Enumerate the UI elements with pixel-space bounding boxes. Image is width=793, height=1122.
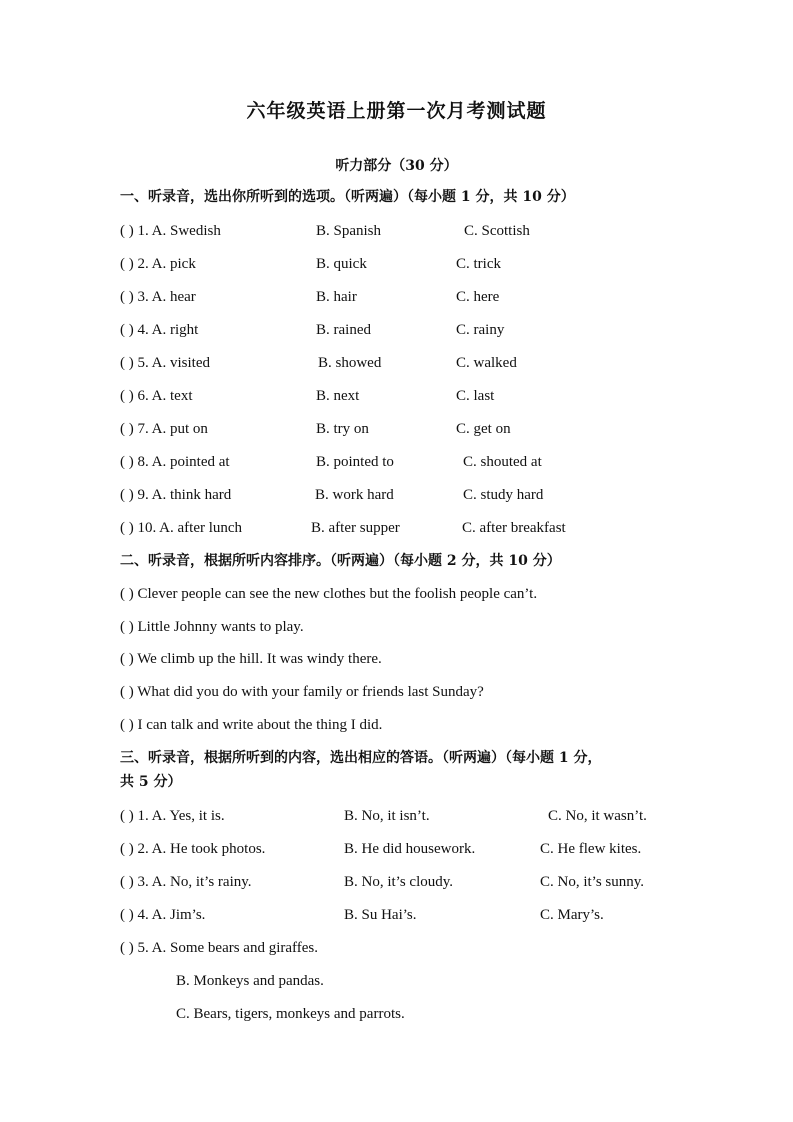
question-lead: ( ) 2. A. He took photos. <box>120 841 266 857</box>
section3-heading-cont: 共 5 分） <box>120 774 182 790</box>
question-lead: ( ) 8. A. pointed at <box>120 454 230 470</box>
option-c: C. No, it wasn’t. <box>548 808 647 824</box>
option-b: B. next <box>316 388 360 404</box>
option-b: B. quick <box>316 256 367 272</box>
option-c: C. Scottish <box>464 223 530 239</box>
option-b: B. Su Hai’s. <box>344 907 417 923</box>
option-c: C. Bears, tigers, monkeys and parrots. <box>176 1006 405 1022</box>
option-b: B. showed <box>318 355 382 371</box>
option-b: B. pointed to <box>316 454 394 470</box>
ordering-item: ( ) What did you do with your family or friends last Sunday? <box>120 684 484 700</box>
section1-heading: 一、听录音，选出你所听到的选项。（听两遍）（每小题 1 分，共 10 分） <box>120 189 575 205</box>
option-c: C. rainy <box>456 322 505 338</box>
question-lead: ( ) 9. A. think hard <box>120 487 232 503</box>
question-lead: ( ) 6. A. text <box>120 388 193 404</box>
question-lead: ( ) 4. A. right <box>120 322 199 338</box>
question-lead: ( ) 5. A. Some bears and giraffes. <box>120 940 319 956</box>
ordering-item: ( ) Clever people can see the new clothes but the foolish people can’t. <box>120 586 538 602</box>
question-lead: ( ) 3. A. hear <box>120 289 196 305</box>
option-b: B. hair <box>316 289 357 305</box>
ordering-item: ( ) We climb up the hill. It was windy there. <box>120 651 382 667</box>
question-lead: ( ) 1. A. Swedish <box>120 223 221 239</box>
question-lead: ( ) 3. A. No, it’s rainy. <box>120 874 252 890</box>
option-c: C. get on <box>456 421 511 437</box>
option-b: B. Monkeys and pandas. <box>176 973 324 989</box>
option-b: B. He did housework. <box>344 841 476 857</box>
option-c: C. after breakfast <box>462 520 566 536</box>
question-lead: ( ) 4. A. Jim’s. <box>120 907 206 923</box>
option-c: C. No, it’s sunny. <box>540 874 645 890</box>
section2-heading: 二、听录音，根据所听内容排序。（听两遍）（每小题 2 分，共 10 分） <box>120 553 561 569</box>
option-b: B. Spanish <box>316 223 382 239</box>
option-b: B. No, it isn’t. <box>344 808 430 824</box>
question-lead: ( ) 5. A. visited <box>120 355 210 371</box>
question-lead: ( ) 2. A. pick <box>120 256 196 272</box>
option-b: B. try on <box>316 421 369 437</box>
option-b: B. after supper <box>311 520 400 536</box>
question-lead: ( ) 7. A. put on <box>120 421 208 437</box>
option-c: C. study hard <box>463 487 544 503</box>
option-c: C. trick <box>456 256 501 272</box>
option-c: C. shouted at <box>463 454 542 470</box>
option-b: B. No, it’s cloudy. <box>344 874 454 890</box>
ordering-item: ( ) I can talk and write about the thing I did. <box>120 717 383 733</box>
option-c: C. walked <box>456 355 517 371</box>
question-lead: ( ) 1. A. Yes, it is. <box>120 808 225 824</box>
section3-heading: 三、听录音，根据所听到的内容，选出相应的答语。（听两遍）（每小题 1 分， <box>120 750 602 766</box>
section-subtitle: 听力部分（30 分） <box>335 158 458 174</box>
option-c: C. He flew kites. <box>540 841 642 857</box>
ordering-item: ( ) Little Johnny wants to play. <box>120 619 304 635</box>
question-lead: ( ) 10. A. after lunch <box>120 520 243 536</box>
option-c: C. here <box>456 289 500 305</box>
option-b: B. work hard <box>315 487 394 503</box>
option-b: B. rained <box>316 322 371 338</box>
page-title: 六年级英语上册第一次月考测试题 <box>246 100 547 122</box>
option-c: C. last <box>456 388 495 404</box>
option-c: C. Mary’s. <box>540 907 604 923</box>
